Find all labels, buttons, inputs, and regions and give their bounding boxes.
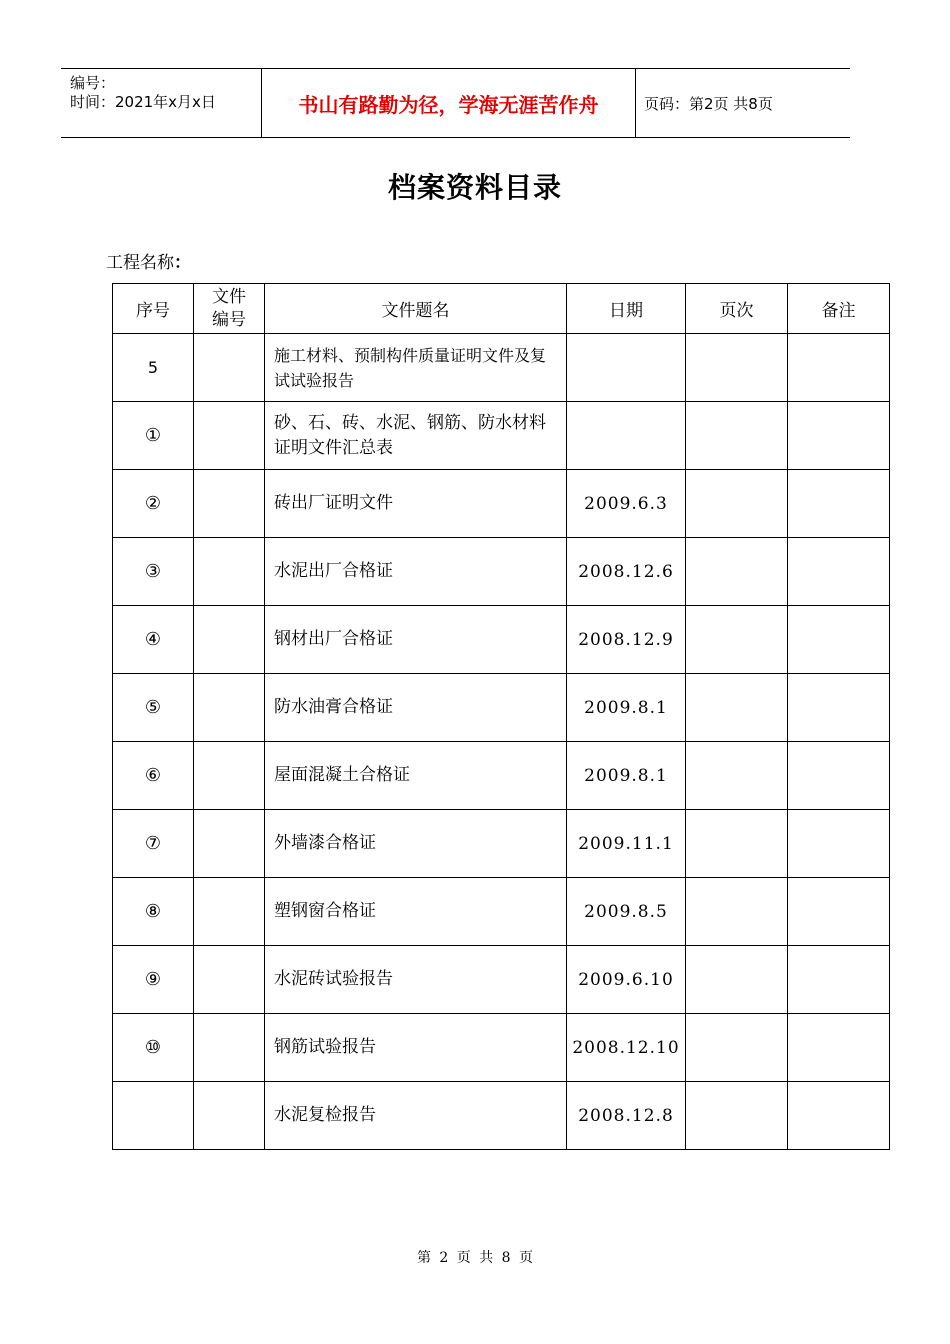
- row-file-number: [194, 334, 265, 402]
- row-date: 2009.6.3: [567, 470, 686, 538]
- row-remarks: [788, 334, 890, 402]
- row-date: 2009.11.1: [567, 810, 686, 878]
- row-file-number: [194, 674, 265, 742]
- row-pages: [686, 878, 788, 946]
- row-title: 施工材料、预制构件质量证明文件及复试试验报告: [265, 334, 567, 402]
- page-footer: 第 2 页 共 8 页: [416, 1250, 534, 1266]
- row-title: 防水油膏合格证: [265, 674, 567, 742]
- row-seq: ⑤: [113, 674, 194, 742]
- row-pages: [686, 606, 788, 674]
- header-meta: [61, 69, 261, 137]
- row-date: [567, 402, 686, 470]
- header-file-title: 文件题名: [265, 284, 567, 334]
- row-title: 塑钢窗合格证: [265, 878, 567, 946]
- table-row: [113, 538, 890, 606]
- header-page-label: 页码：第2页 共8页: [644, 94, 773, 113]
- header-seq: 序号: [113, 284, 194, 334]
- row-date: 2009.8.1: [567, 674, 686, 742]
- project-name-label: [106, 248, 191, 273]
- row-pages: [686, 470, 788, 538]
- row-remarks: [788, 742, 890, 810]
- header-file-number-line1: 文件: [212, 286, 246, 307]
- row-seq: ⑨: [113, 946, 194, 1014]
- project-name-text: 工程名称: [106, 253, 174, 273]
- row-pages: [686, 538, 788, 606]
- page-header: [61, 68, 850, 138]
- row-title: 钢筋试验报告: [265, 1014, 567, 1082]
- row-date: 2008.12.6: [567, 538, 686, 606]
- row-pages: [686, 742, 788, 810]
- row-title: 砂、石、砖、水泥、钢筋、防水材料证明文件汇总表: [265, 402, 567, 470]
- row-file-number: [194, 878, 265, 946]
- row-seq: ⑦: [113, 810, 194, 878]
- row-file-number: [194, 538, 265, 606]
- row-date: 2008.12.10: [567, 1014, 686, 1082]
- row-remarks: [788, 470, 890, 538]
- catalog-table: [112, 283, 890, 1150]
- row-seq: ⑥: [113, 742, 194, 810]
- page-title: 档案资料目录: [387, 171, 562, 204]
- row-remarks: [788, 946, 890, 1014]
- row-pages: [686, 946, 788, 1014]
- row-pages: [686, 402, 788, 470]
- row-seq: ②: [113, 470, 194, 538]
- row-seq: ⑧: [113, 878, 194, 946]
- row-file-number: [194, 470, 265, 538]
- row-seq: 5: [113, 334, 194, 402]
- row-seq: ③: [113, 538, 194, 606]
- row-file-number: [194, 742, 265, 810]
- row-title: 砖出厂证明文件: [265, 470, 567, 538]
- row-remarks: [788, 538, 890, 606]
- row-file-number: [194, 810, 265, 878]
- row-date: [567, 334, 686, 402]
- table-row: [113, 1082, 890, 1150]
- table-row: [113, 402, 890, 470]
- header-file-number: [194, 284, 265, 334]
- row-file-number: [194, 402, 265, 470]
- table-row: [113, 810, 890, 878]
- row-remarks: [788, 402, 890, 470]
- table-row: [113, 946, 890, 1014]
- document-number-label: 编号：: [70, 74, 116, 92]
- row-file-number: [194, 1014, 265, 1082]
- table-row: [113, 334, 890, 402]
- row-file-number: [194, 1082, 265, 1150]
- row-seq: ⑩: [113, 1014, 194, 1082]
- row-date: 2009.6.10: [567, 946, 686, 1014]
- row-title: 水泥复检报告: [265, 1082, 567, 1150]
- table-row: [113, 1014, 890, 1082]
- row-remarks: [788, 1082, 890, 1150]
- row-title: 水泥砖试验报告: [265, 946, 567, 1014]
- row-date: 2009.8.1: [567, 742, 686, 810]
- header-motto: 书山有路勤为径，学海无涯苦作舟: [261, 69, 636, 137]
- row-remarks: [788, 810, 890, 878]
- row-title: 屋面混凝土合格证: [265, 742, 567, 810]
- header-pages: 页次: [686, 284, 788, 334]
- header-date: 日期: [567, 284, 686, 334]
- header-remarks: 备注: [788, 284, 890, 334]
- row-pages: [686, 334, 788, 402]
- table-row: [113, 606, 890, 674]
- row-date: 2009.8.5: [567, 878, 686, 946]
- row-pages: [686, 674, 788, 742]
- row-title: 钢材出厂合格证: [265, 606, 567, 674]
- row-pages: [686, 1014, 788, 1082]
- row-seq: [113, 1082, 194, 1150]
- row-date: 2008.12.9: [567, 606, 686, 674]
- row-seq: ④: [113, 606, 194, 674]
- row-remarks: [788, 1014, 890, 1082]
- table-row: [113, 742, 890, 810]
- row-file-number: [194, 946, 265, 1014]
- table-row: [113, 878, 890, 946]
- row-title: 水泥出厂合格证: [265, 538, 567, 606]
- row-pages: [686, 810, 788, 878]
- row-seq: ①: [113, 402, 194, 470]
- table-row: [113, 674, 890, 742]
- row-remarks: [788, 606, 890, 674]
- project-name-colon: ：: [174, 253, 191, 273]
- row-title: 外墙漆合格证: [265, 810, 567, 878]
- header-file-number-line2: 编号: [212, 309, 246, 330]
- table-row: [113, 470, 890, 538]
- table-header-row: [113, 284, 890, 334]
- row-date: 2008.12.8: [567, 1082, 686, 1150]
- row-pages: [686, 1082, 788, 1150]
- row-file-number: [194, 606, 265, 674]
- row-remarks: [788, 674, 890, 742]
- row-remarks: [788, 878, 890, 946]
- document-time-label: 时间：2021年x月x日: [70, 93, 216, 111]
